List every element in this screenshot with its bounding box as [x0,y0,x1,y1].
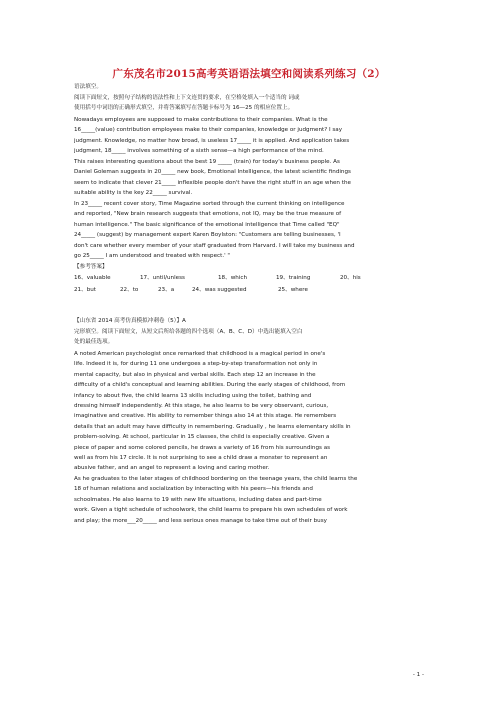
instruction-line: 使用括号中词语的正确形式填空，并将答案填写在答题卡标号为 16—25 的相应位置上。 [74,105,294,112]
text-line: Daniel Goleman suggests in 20_____ new book, Emotional Intelligence, the latest scientific findings [74,169,351,176]
text-line: infancy to about five, the child learns 13 skills including using the toilet, bathing and [74,392,312,399]
text-line: go 25_____ I am understood and treated with respect.' " [74,252,230,259]
section2-paragraph-2 [74,474,424,526]
answer-header-text: 【参考答案】 [74,264,108,270]
text-line: abusive father, and an angel to represent a loving and caring mother. [74,465,270,472]
section2-instructions [74,327,424,348]
answer-item: 22、to [120,287,139,293]
section-label-text: 语法填空。 [74,84,102,90]
text-line: and play; the more___20_____ and less serious ones manage to take time out of their busy [74,517,327,524]
text-line: dressing himself independently. At this stage, he also learns to be very observant, curious, [74,402,329,409]
section1-paragraph-1 [74,115,424,157]
answer-item: 16、valuable [74,275,111,281]
text-line: and reported, "New brain research suggests that emotions, not IQ, may be the true measure of [74,211,342,218]
answer-item: 19、training [276,275,311,281]
answer-item: 21、but [74,287,97,293]
text-line: A noted American psychologist once remarked that childhood is a magical period in one's [74,351,326,357]
text-line: difficulty of a child's conceptual and learning abilities. During the early stages of childhood, from [74,382,346,389]
answer-item: 25、where [278,287,308,293]
text-line: don't care whether every member of your staff graduated from Harvard. I will take my business and [74,242,355,249]
answer-item: 20、his [340,275,361,281]
text-line: As he graduates to the later stages of childhood bordering on the teenage years, the child learns the [74,476,358,482]
instruction-line: 阅读下面短文，按照句子结构的语法性和上下文连贯的要求，在空格处填入一个适当的 词或 [74,95,300,101]
answer-item: 23、a [158,287,175,293]
document-page [74,0,424,702]
text-line: 18 of human relations and socialization by interacting with his peers—his friends and [74,486,313,493]
text-line: human intelligence." The basic significance of the emotional intelligence that Time called "EQ" [74,221,340,228]
answer-item: 17、until/unless [140,275,185,281]
text-line: mental capacity, but also in physical and verbal skills. Each step 12 an increase in the [74,371,316,378]
text-line: details that an adult may have difficulty in remembering. Gradually , he learns elementary skills in [74,423,351,430]
text-line: life. Indeed it is, for during 11 one undergoes a step-by-step transformation not only in [74,361,318,368]
text-line: 16_____(value) contribution employees make to their companies, knowledge or judgment? I say [74,127,343,134]
document-title: 广东茂名市2015高考英语语法填空和阅读系列练习（2） [112,68,386,80]
text-line: piece of paper and some colored pencils, he draws a variety of 16 from his surroundings as [74,444,331,451]
text-line: suitable ability is the key 22_____ survival. [74,190,193,197]
page-number: - 1 - [412,672,424,678]
text-line: well as from his 17 circle. It is not surprising to see a child draw a monster to represent an [74,454,328,461]
answers-row-2 [74,285,424,296]
answer-item: 24、was suggested [192,287,247,293]
text-line: work. Given a tight schedule of schoolwork, the child learns to prepare his own schedules of work [74,507,348,514]
text-line: problem-solving. At school, particular in 15 classes, the child is especially creative. Given a [74,434,330,441]
instruction-line: 处的最佳选项。 [74,339,114,346]
text-line: imaginative and creative. His ability to remember things also 14 at this stage. He remembers [74,413,337,420]
section1-paragraph-3 [74,199,424,261]
text-line: seem to indicate that clever 21_____ inflexible people don't have the right stuff in an age when the [74,179,351,186]
section1-paragraph-2 [74,157,424,199]
answers-row-1 [74,273,424,284]
text-line: This raises interesting questions about the best 19 _____ (train) for today's business people. As [74,159,340,165]
text-line: judgment, 18_____ involves something of a sixth sense—a high performance of the mind. [74,148,324,155]
section1-instructions [74,93,424,114]
text-line: In 23_____ recent cover story, Time Magazine sorted through the current thinking on intelligence [74,201,345,207]
text-line: Nowadays employees are supposed to make contributions to their companies. What is the [74,117,328,123]
section1-label [74,82,424,92]
answer-header [74,262,424,272]
instruction-line: 完形填空。阅读下面短文，从短文后所给各题的四个选项（A、B、C、D）中选出能填入空白 [74,329,303,335]
section2-header [74,316,424,326]
text-line: 24_____ (suggest) by management expert Karen Boylston: "Customers are telling businesses, 'I [74,232,341,239]
text-line: judgment. Knowledge, no matter how broad, is useless 17_____ it is applied. And application takes [74,137,350,144]
section2-paragraph-1 [74,349,424,474]
answer-item: 18、which [218,275,248,281]
section-header-text: 【山东省 2014 高考仿真模拟冲刺卷（5）】A [74,318,186,324]
text-line: schoolmates. He also learns to 19 with new life situations, including dates and part-time [74,496,322,503]
